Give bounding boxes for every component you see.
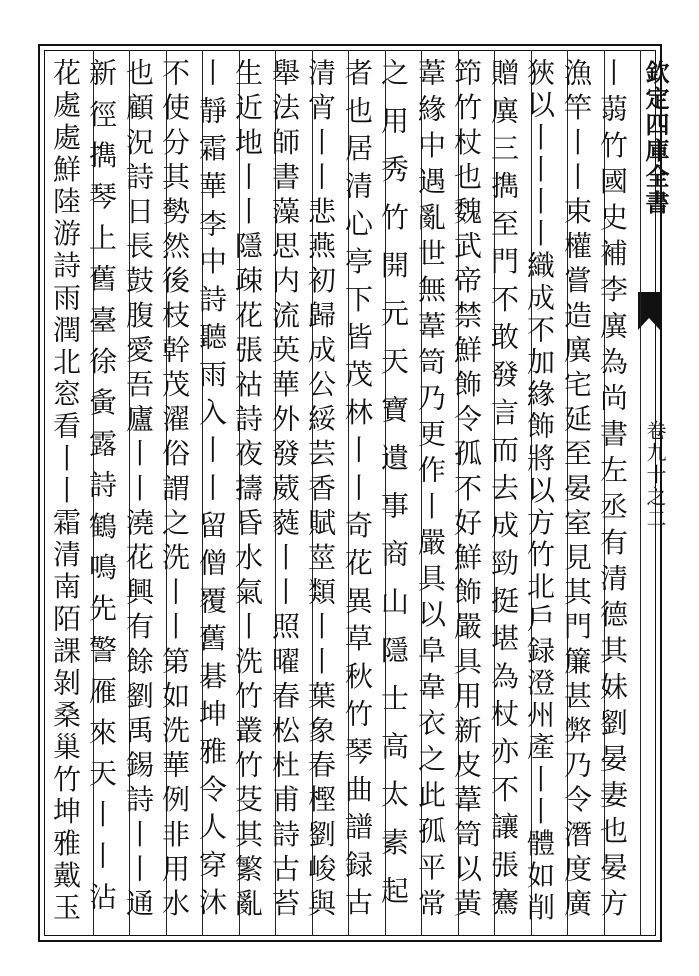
text-column-3: 狹以丨丨丨丨織成不加緣飾將以方竹北戶録澄州產丨丨體如削 <box>523 58 556 925</box>
text-column-9: 清宵丨丨悲燕初歸成公綏芸香賦莖類丨丨葉象春樫劉峻與 <box>304 58 337 923</box>
text-column-16: 花處處鮮陸游詩雨潤北窓看丨丨霜清南陌課剝桑巢竹坤雅戴玉 <box>49 58 82 925</box>
text-column-7: 之用秀竹開元天寶遺事商山隱士高太素起 <box>377 58 410 924</box>
header-title: 欽定四庫全書 <box>641 60 670 216</box>
text-column-4: 贈廙三擕至門不敢發言而去成勁挺堪為杖亦不讓張騫 <box>487 58 520 926</box>
text-column-10: 舉法師書藻思内流英華外發葳蕤丨丨照曜春松杜甫詩古苔 <box>268 58 301 923</box>
text-column-1: 丨蒻竹國史補李廙為尚書左丞有清德其妹劉晏妻也晏方 <box>596 58 629 925</box>
text-column-6: 葦緣中遇亂世無葦笥乃更作丨嚴具以阜韋衣之此孤平常 <box>414 58 447 925</box>
text-column-11: 生近地丨丨隱疎花張祜詩夜擣昏水氣丨洗竹叢竹芟其繁亂 <box>231 58 264 923</box>
text-column-14: 也顧況詩日長鼓腹愛吾廬丨丨澆花興有餘劉禹錫詩丨丨通 <box>122 58 155 923</box>
text-column-2: 漁竿丨丨束權嘗造廙宅延至晏室見其門簾甚弊乃令潛度廣 <box>560 58 593 923</box>
text-column-15: 新徑擕琴上舊臺徐夤露詩鶴鳴先警雁來天丨丨沾 <box>85 58 118 924</box>
column-rule <box>640 50 641 936</box>
text-column-13: 不使分其勢然後枝幹茂濯俗謂之洗丨丨第如洗華例非用水 <box>158 58 191 923</box>
text-column-5: 笻竹杖也魏武帝禁鮮飾令孤不好鮮飾嚴具用新皮葦笥以黃 <box>450 58 483 923</box>
text-column-8: 者也居清心亭下皆茂林丨丨奇花異草秋竹琴曲譜録古 <box>341 58 374 926</box>
fish-tail-mark <box>638 292 660 330</box>
header-volume: 卷九十之二 <box>643 420 667 530</box>
text-column-12: 丨靜霜華李中詩聽雨入丨丨留僧覆舊碁坤雅令人穿沐 <box>195 58 228 926</box>
